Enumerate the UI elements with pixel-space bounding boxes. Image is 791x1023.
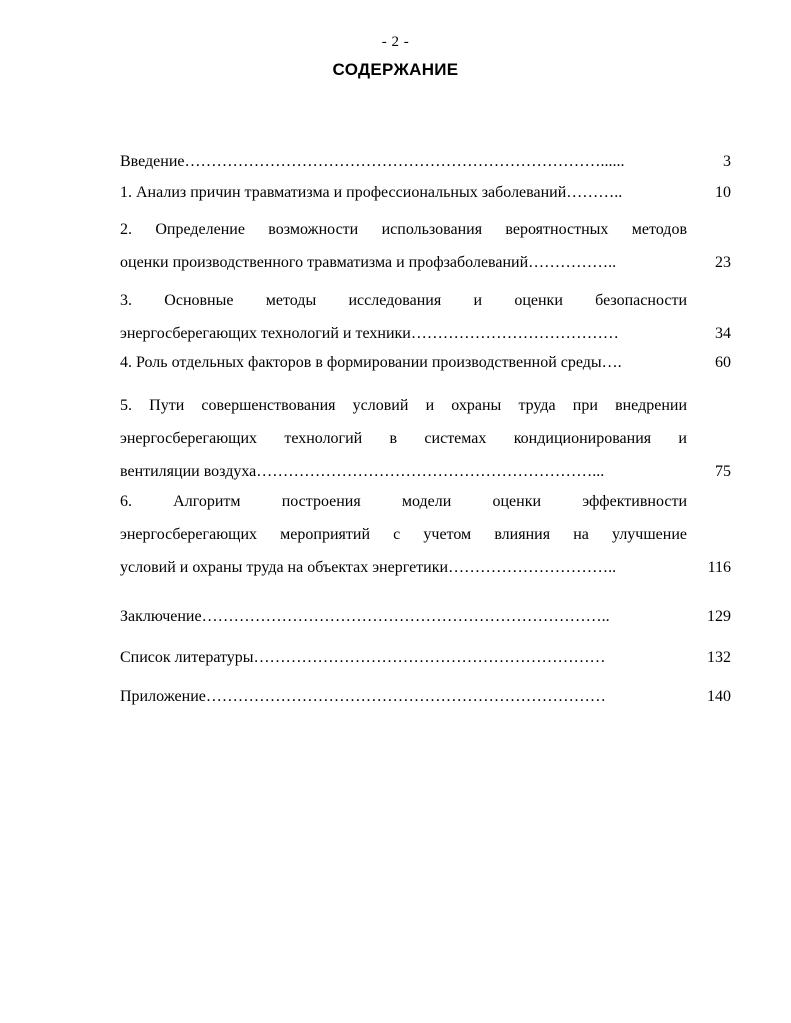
toc-entry-conclusion xyxy=(120,600,735,633)
toc-page-number: 129 xyxy=(707,608,731,625)
toc-page-number: 23 xyxy=(715,254,731,271)
toc-page-number: 116 xyxy=(707,559,731,576)
toc-entry-title: Приложение………………………………………………………………… xyxy=(120,688,606,705)
toc-entry-title: энергосберегающих технологий и техники………………………………… xyxy=(120,325,619,342)
toc-page-number: 60 xyxy=(715,354,731,371)
toc-entry-title: оценки производственного травматизма и профзаболеваний…………….. xyxy=(120,254,617,271)
toc-entry-chapter-3 xyxy=(120,284,735,350)
toc-page-number: 132 xyxy=(707,649,731,666)
toc-page-number: 34 xyxy=(715,325,731,342)
toc-entry-title: условий и охраны труда на объектах энергетики………………………….. xyxy=(120,559,617,576)
toc-entry-title: 4. Роль отдельных факторов в формировании производственной среды…. xyxy=(120,354,622,371)
toc-entry-title-line: энергосберегающих мероприятий с учетом влияния на улучшение xyxy=(120,526,687,543)
toc-entry-title: Заключение………………………………………………………………….. xyxy=(120,608,610,625)
toc-entry-title-line: 2. Определение возможности использования вероятностных методов xyxy=(120,221,687,238)
toc-entry-title-line: энергосберегающих технологий в системах кондиционирования и xyxy=(120,430,687,447)
toc-entry-title-line: 6. Алгоритм построения модели оценки эффективности xyxy=(120,493,687,510)
toc-entry-title: 1. Анализ причин травматизма и профессиональных заболеваний……….. xyxy=(120,184,623,201)
toc-entry-chapter-6 xyxy=(120,485,735,584)
toc-entry-appendix xyxy=(120,680,735,713)
toc-entry-introduction xyxy=(120,145,735,178)
toc-page-number: 3 xyxy=(723,153,731,170)
page-title: СОДЕРЖАНИЕ xyxy=(332,60,459,79)
toc-entry-chapter-4 xyxy=(120,346,735,379)
toc-page-number: 75 xyxy=(715,463,731,480)
toc-entry-chapter-1 xyxy=(120,176,735,209)
toc-entry-title-line: 3. Основные методы исследования и оценки безопасности xyxy=(120,292,687,309)
toc-page-number: 140 xyxy=(707,688,731,705)
toc-entry-chapter-2 xyxy=(120,213,735,279)
page-number: - 2 - xyxy=(381,34,410,50)
toc-entry-references xyxy=(120,641,735,674)
toc-entry-title: вентиляции воздуха………………………………………………………... xyxy=(120,463,605,480)
toc-entry-title-line: 5. Пути совершенствования условий и охраны труда при внедрении xyxy=(120,397,687,414)
toc-page-number: 10 xyxy=(715,184,731,201)
toc-entry-chapter-5 xyxy=(120,389,735,488)
toc-entry-title: Введение……………………………………………………………………...... xyxy=(120,153,625,170)
toc-entry-title: Список литературы………………………………………………………… xyxy=(120,649,606,666)
